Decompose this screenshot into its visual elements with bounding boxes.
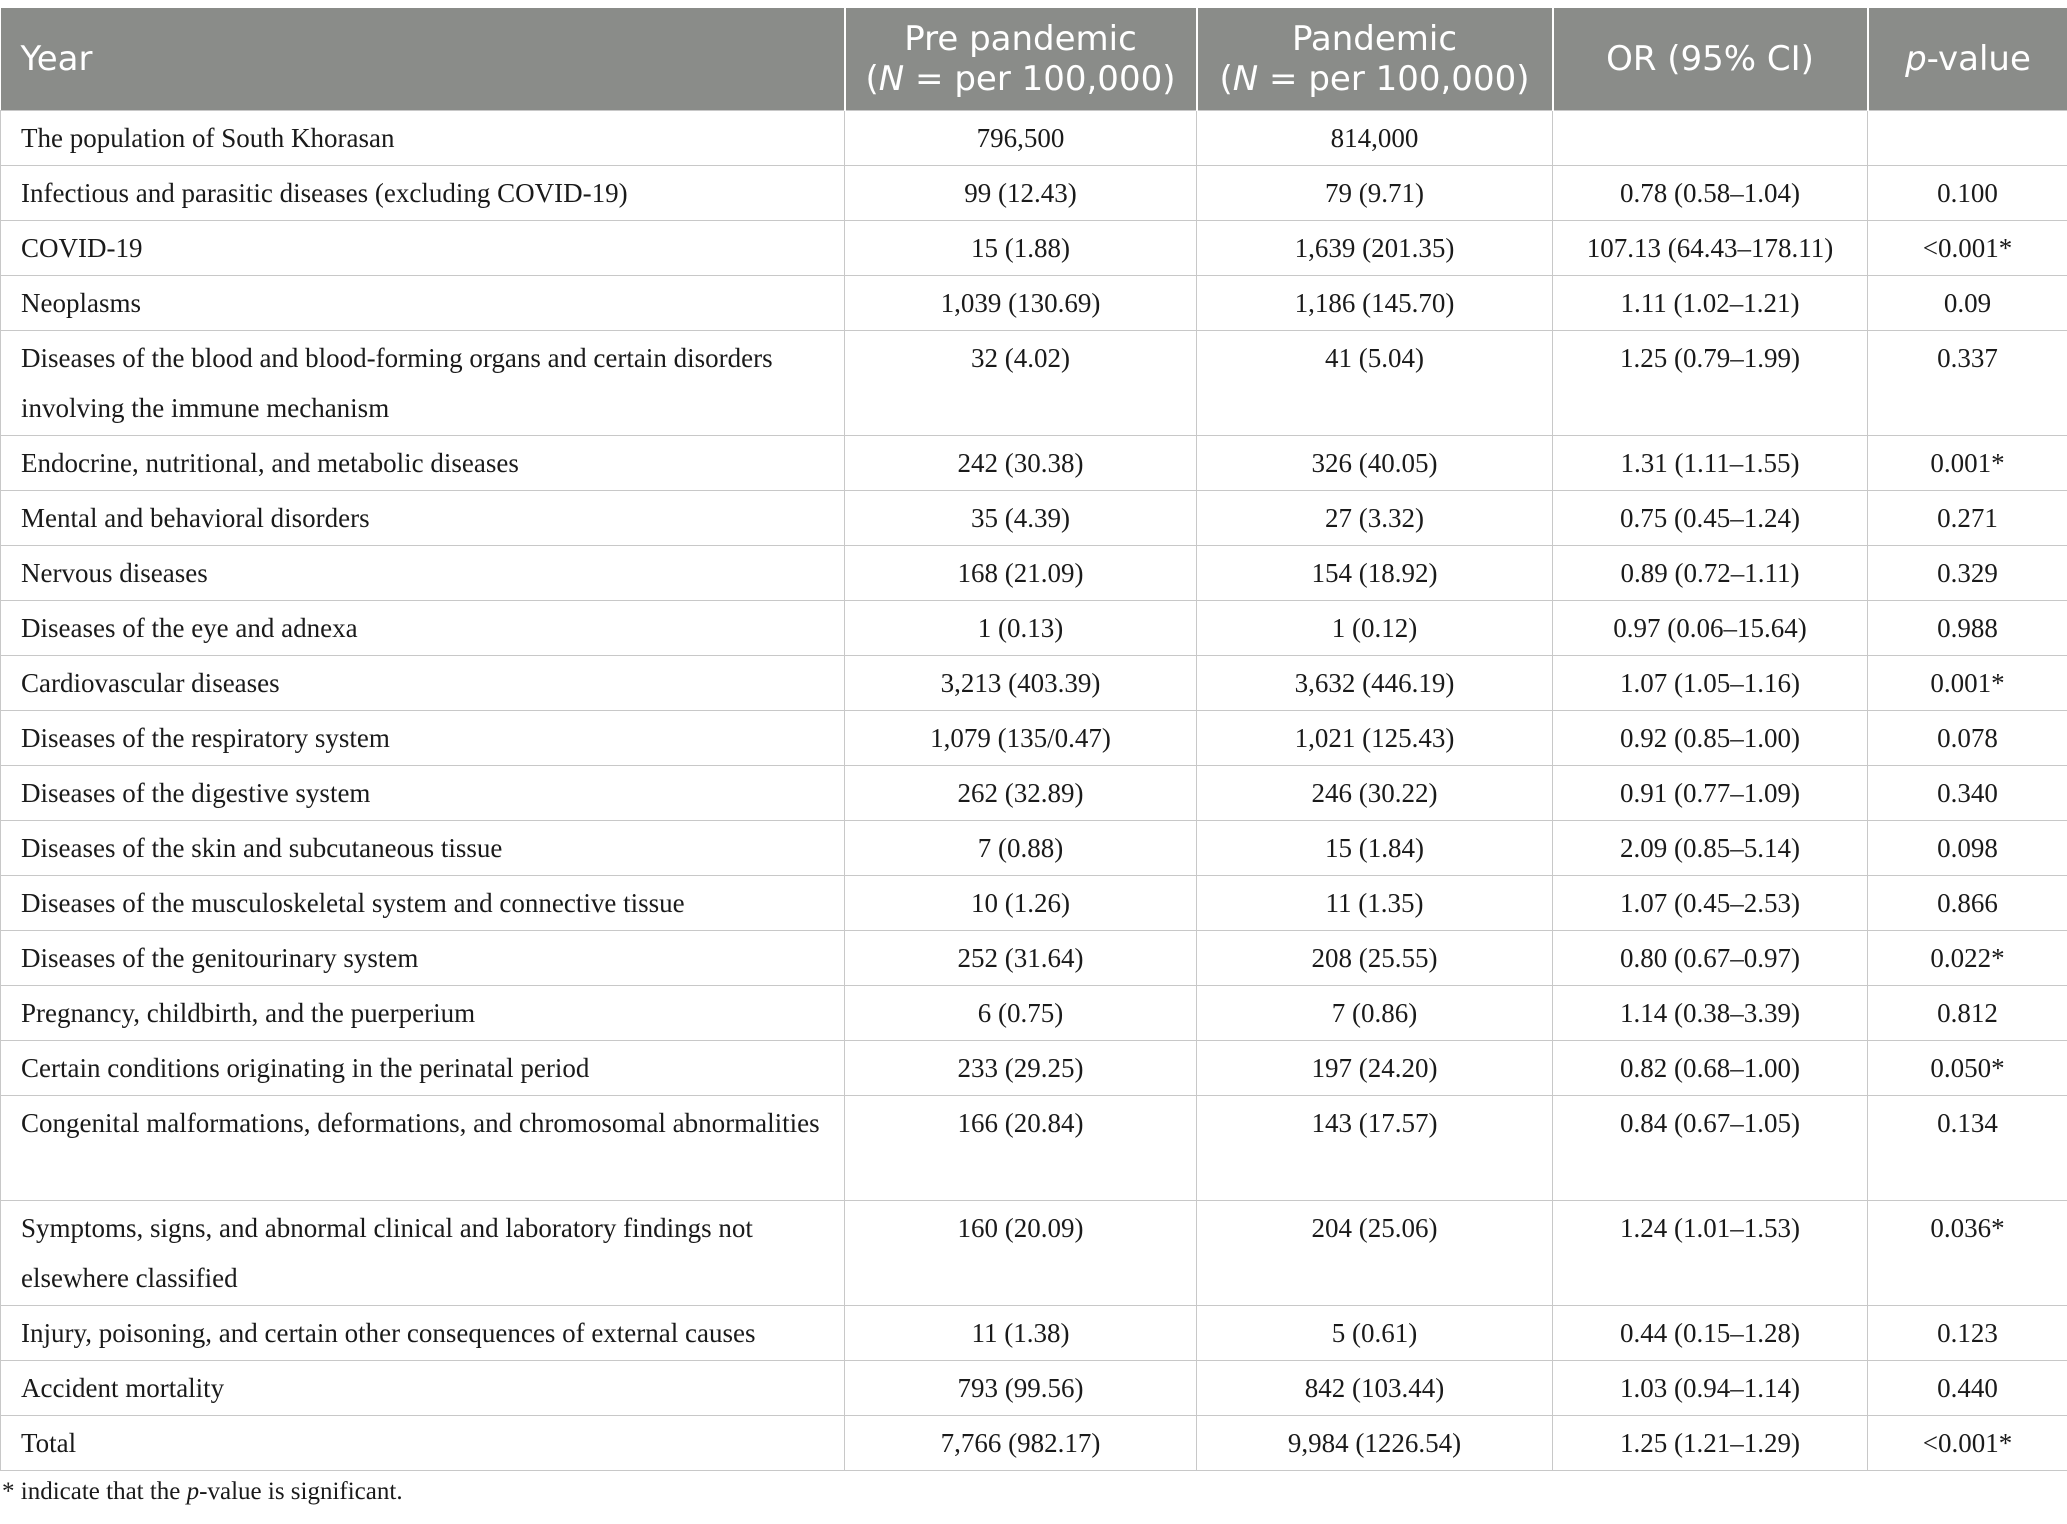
row-label: Diseases of the respiratory system — [1, 710, 845, 765]
footnote-post: -value is significant. — [199, 1478, 403, 1505]
table-row — [1, 1200, 2067, 1305]
row-pandemic-value: 246 (30.22) — [1197, 765, 1553, 820]
row-label: Nervous diseases — [1, 545, 845, 600]
row-or-value: 0.89 (0.72–1.11) — [1553, 545, 1868, 600]
row-label: Cardiovascular diseases — [1, 655, 845, 710]
row-label: Certain conditions originating in the perinatal period — [1, 1040, 845, 1095]
row-pandemic-value: 1,021 (125.43) — [1197, 710, 1553, 765]
header-or-label: OR (95% CI) — [1606, 38, 1814, 79]
row-pre-value: 3,213 (403.39) — [845, 655, 1197, 710]
table-row — [1, 220, 2067, 275]
row-pre-value: 262 (32.89) — [845, 765, 1197, 820]
footnote — [2, 1478, 403, 1506]
row-pandemic-value: 1,639 (201.35) — [1197, 220, 1553, 275]
data-table-container — [0, 8, 2067, 1471]
row-or-value: 107.13 (64.43–178.11) — [1553, 220, 1868, 275]
table-row — [1, 985, 2067, 1040]
row-pre-value: 1,039 (130.69) — [845, 275, 1197, 330]
table-row — [1, 820, 2067, 875]
row-pre-value: 160 (20.09) — [845, 1200, 1197, 1305]
row-label: Mental and behavioral disorders — [1, 490, 845, 545]
row-pandemic-value: 208 (25.55) — [1197, 930, 1553, 985]
table-row — [1, 1095, 2067, 1200]
row-pandemic-value: 3,632 (446.19) — [1197, 655, 1553, 710]
row-p-value: 0.271 — [1868, 490, 2067, 545]
row-or-value: 1.07 (0.45–2.53) — [1553, 875, 1868, 930]
row-label: Neoplasms — [1, 275, 845, 330]
table-row — [1, 1360, 2067, 1415]
row-pre-value: 11 (1.38) — [845, 1305, 1197, 1360]
row-pre-value: 15 (1.88) — [845, 220, 1197, 275]
header-pre-line2: = per 100,000) — [904, 58, 1176, 99]
row-pandemic-value: 15 (1.84) — [1197, 820, 1553, 875]
row-label: Diseases of the eye and adnexa — [1, 600, 845, 655]
row-or-value: 1.14 (0.38–3.39) — [1553, 985, 1868, 1040]
row-pre-value: 233 (29.25) — [845, 1040, 1197, 1095]
row-label: Injury, poisoning, and certain other consequences of external causes — [1, 1305, 845, 1360]
row-or-value: 2.09 (0.85–5.14) — [1553, 820, 1868, 875]
row-p-value: 0.078 — [1868, 710, 2067, 765]
header-pandemic — [1197, 8, 1553, 110]
table-row — [1, 435, 2067, 490]
row-p-value: 0.001* — [1868, 435, 2067, 490]
row-pre-value: 168 (21.09) — [845, 545, 1197, 600]
row-or-value: 1.24 (1.01–1.53) — [1553, 1200, 1868, 1305]
row-or-value — [1553, 110, 1868, 165]
row-pre-value: 242 (30.38) — [845, 435, 1197, 490]
table-row — [1, 1305, 2067, 1360]
table-row — [1, 765, 2067, 820]
row-pandemic-value: 814,000 — [1197, 110, 1553, 165]
table-row — [1, 110, 2067, 165]
row-or-value: 0.84 (0.67–1.05) — [1553, 1095, 1868, 1200]
row-pandemic-value: 27 (3.32) — [1197, 490, 1553, 545]
table-row — [1, 275, 2067, 330]
row-p-value: 0.329 — [1868, 545, 2067, 600]
table-row — [1, 930, 2067, 985]
row-label: Accident mortality — [1, 1360, 845, 1415]
row-label: COVID-19 — [1, 220, 845, 275]
row-pandemic-value: 41 (5.04) — [1197, 330, 1553, 435]
row-pre-value: 1 (0.13) — [845, 600, 1197, 655]
row-label: Diseases of the musculoskeletal system and connective tissue — [1, 875, 845, 930]
row-p-value: 0.123 — [1868, 1305, 2067, 1360]
row-pre-value: 32 (4.02) — [845, 330, 1197, 435]
row-p-value: <0.001* — [1868, 1415, 2067, 1470]
row-or-value: 1.07 (1.05–1.16) — [1553, 655, 1868, 710]
row-p-value: <0.001* — [1868, 220, 2067, 275]
row-p-value — [1868, 110, 2067, 165]
header-p-value — [1868, 8, 2067, 110]
row-pandemic-value: 1,186 (145.70) — [1197, 275, 1553, 330]
row-or-value: 1.25 (0.79–1.99) — [1553, 330, 1868, 435]
header-pan-n: N — [1232, 58, 1259, 99]
row-or-value: 0.44 (0.15–1.28) — [1553, 1305, 1868, 1360]
row-label: Diseases of the blood and blood-forming organs and certain disorders involving the immune mechanism — [1, 330, 845, 435]
row-pandemic-value: 79 (9.71) — [1197, 165, 1553, 220]
row-pre-value: 7 (0.88) — [845, 820, 1197, 875]
header-pre-pandemic — [845, 8, 1197, 110]
row-label: Total — [1, 1415, 845, 1470]
row-p-value: 0.440 — [1868, 1360, 2067, 1415]
table-row — [1, 165, 2067, 220]
header-row — [1, 8, 2067, 110]
row-pandemic-value: 842 (103.44) — [1197, 1360, 1553, 1415]
row-or-value: 0.80 (0.67–0.97) — [1553, 930, 1868, 985]
row-or-value: 0.75 (0.45–1.24) — [1553, 490, 1868, 545]
header-or — [1553, 8, 1868, 110]
row-or-value: 1.11 (1.02–1.21) — [1553, 275, 1868, 330]
row-label: Symptoms, signs, and abnormal clinical and laboratory findings not elsewhere classified — [1, 1200, 845, 1305]
header-pan-open-paren: ( — [1219, 58, 1233, 99]
row-or-value: 0.78 (0.58–1.04) — [1553, 165, 1868, 220]
header-pan-line1: Pandemic — [1291, 18, 1458, 59]
row-pandemic-value: 11 (1.35) — [1197, 875, 1553, 930]
row-p-value: 0.134 — [1868, 1095, 2067, 1200]
row-p-value: 0.866 — [1868, 875, 2067, 930]
footnote-p-italic: p — [186, 1478, 200, 1505]
row-pre-value: 99 (12.43) — [845, 165, 1197, 220]
row-pre-value: 252 (31.64) — [845, 930, 1197, 985]
row-pre-value: 793 (99.56) — [845, 1360, 1197, 1415]
header-p-italic: p — [1905, 38, 1927, 79]
row-or-value: 0.91 (0.77–1.09) — [1553, 765, 1868, 820]
row-pandemic-value: 9,984 (1226.54) — [1197, 1415, 1553, 1470]
row-pandemic-value: 326 (40.05) — [1197, 435, 1553, 490]
row-label: Pregnancy, childbirth, and the puerperium — [1, 985, 845, 1040]
table-row — [1, 330, 2067, 435]
row-pre-value: 6 (0.75) — [845, 985, 1197, 1040]
header-pre-open-paren: ( — [865, 58, 879, 99]
row-label: Diseases of the genitourinary system — [1, 930, 845, 985]
header-pan-line2: = per 100,000) — [1258, 58, 1530, 99]
row-p-value: 0.812 — [1868, 985, 2067, 1040]
row-pandemic-value: 1 (0.12) — [1197, 600, 1553, 655]
row-p-value: 0.050* — [1868, 1040, 2067, 1095]
row-pandemic-value: 7 (0.86) — [1197, 985, 1553, 1040]
row-p-value: 0.100 — [1868, 165, 2067, 220]
row-pre-value: 35 (4.39) — [845, 490, 1197, 545]
row-pre-value: 7,766 (982.17) — [845, 1415, 1197, 1470]
row-p-value: 0.022* — [1868, 930, 2067, 985]
row-p-value: 0.001* — [1868, 655, 2067, 710]
row-p-value: 0.988 — [1868, 600, 2067, 655]
header-year — [1, 8, 845, 110]
row-or-value: 0.92 (0.85–1.00) — [1553, 710, 1868, 765]
table-row — [1, 1040, 2067, 1095]
row-or-value: 0.82 (0.68–1.00) — [1553, 1040, 1868, 1095]
table-row — [1, 490, 2067, 545]
row-p-value: 0.09 — [1868, 275, 2067, 330]
row-pandemic-value: 197 (24.20) — [1197, 1040, 1553, 1095]
table-body — [1, 110, 2067, 1470]
table-row — [1, 655, 2067, 710]
row-label: Congenital malformations, deformations, and chromosomal abnormalities — [1, 1095, 845, 1200]
row-pandemic-value: 154 (18.92) — [1197, 545, 1553, 600]
row-p-value: 0.340 — [1868, 765, 2067, 820]
table-row — [1, 875, 2067, 930]
row-p-value: 0.098 — [1868, 820, 2067, 875]
row-p-value: 0.036* — [1868, 1200, 2067, 1305]
row-pre-value: 10 (1.26) — [845, 875, 1197, 930]
row-pandemic-value: 143 (17.57) — [1197, 1095, 1553, 1200]
table-header — [1, 8, 2067, 110]
header-year-label: Year — [20, 38, 93, 79]
row-or-value: 1.03 (0.94–1.14) — [1553, 1360, 1868, 1415]
row-label: Infectious and parasitic diseases (excluding COVID-19) — [1, 165, 845, 220]
row-pandemic-value: 5 (0.61) — [1197, 1305, 1553, 1360]
row-pre-value: 1,079 (135/0.47) — [845, 710, 1197, 765]
row-p-value: 0.337 — [1868, 330, 2067, 435]
row-label: Diseases of the digestive system — [1, 765, 845, 820]
footnote-pre: * indicate that the — [2, 1478, 187, 1505]
table-row — [1, 545, 2067, 600]
row-or-value: 1.25 (1.21–1.29) — [1553, 1415, 1868, 1470]
row-or-value: 1.31 (1.11–1.55) — [1553, 435, 1868, 490]
header-pre-n: N — [878, 58, 905, 99]
row-label: The population of South Khorasan — [1, 110, 845, 165]
row-pre-value: 166 (20.84) — [845, 1095, 1197, 1200]
table-row — [1, 1415, 2067, 1470]
row-label: Diseases of the skin and subcutaneous tissue — [1, 820, 845, 875]
header-p-rest: -value — [1926, 38, 2031, 79]
row-label: Endocrine, nutritional, and metabolic diseases — [1, 435, 845, 490]
row-pre-value: 796,500 — [845, 110, 1197, 165]
header-pre-line1: Pre pandemic — [904, 18, 1137, 59]
table-row — [1, 600, 2067, 655]
mortality-table — [0, 8, 2067, 1471]
row-or-value: 0.97 (0.06–15.64) — [1553, 600, 1868, 655]
table-row — [1, 710, 2067, 765]
row-pandemic-value: 204 (25.06) — [1197, 1200, 1553, 1305]
